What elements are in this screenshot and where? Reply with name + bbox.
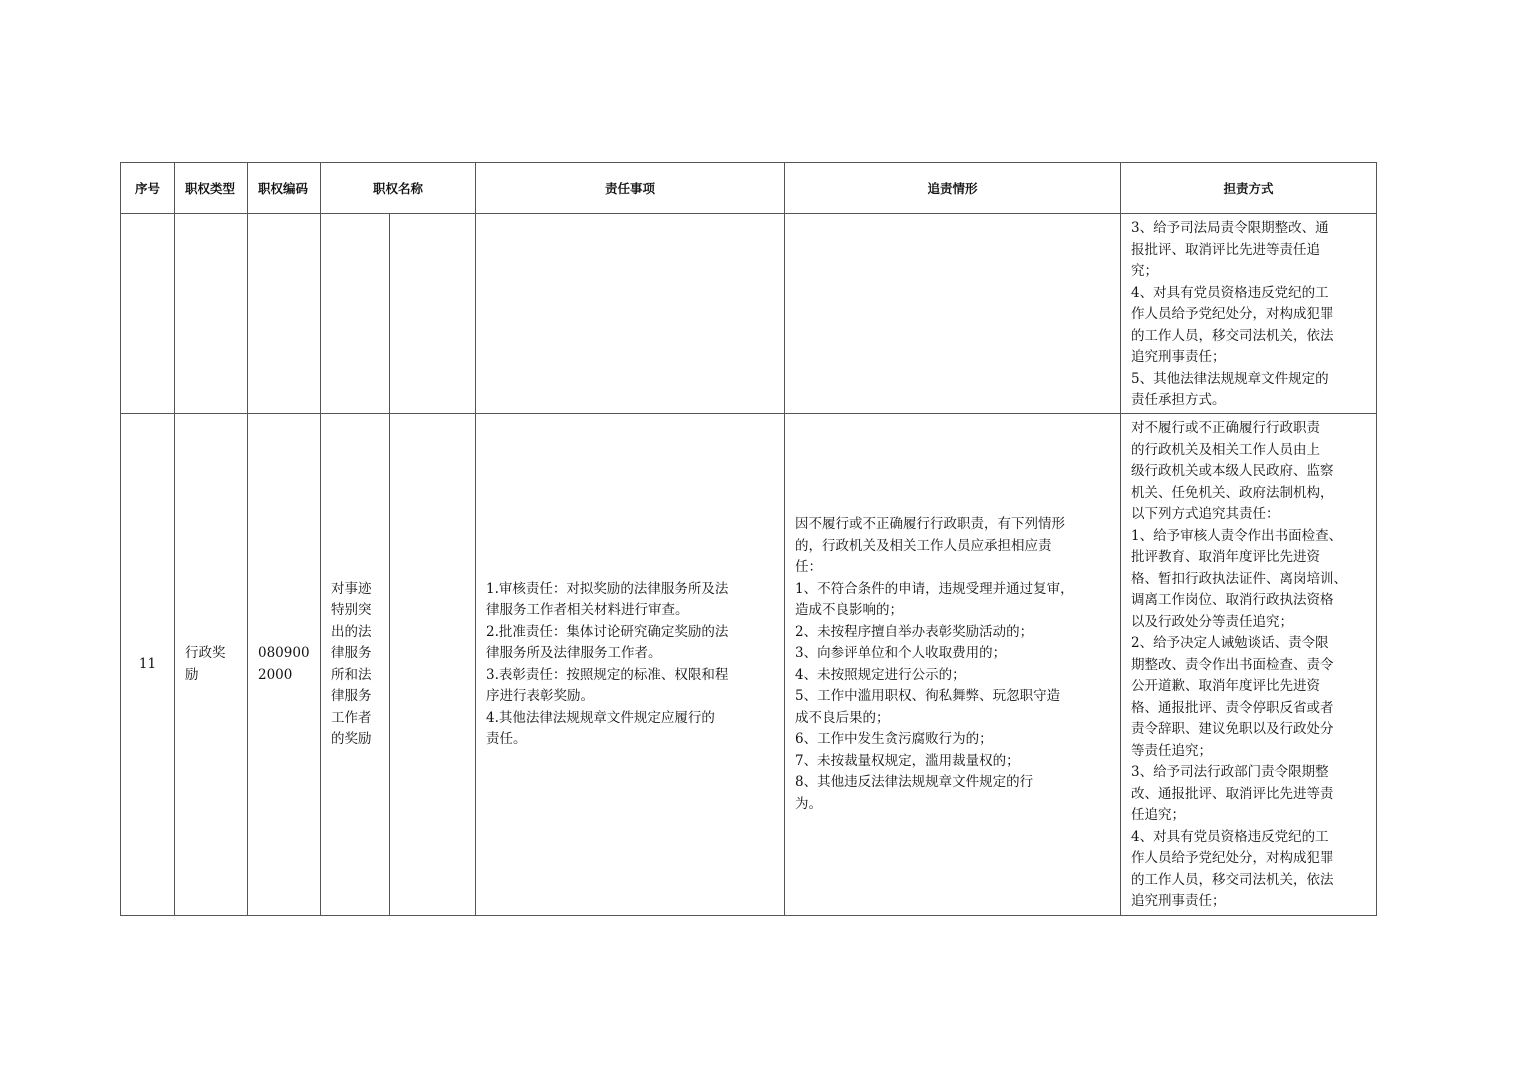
text-line: 励 [185, 666, 199, 683]
cell-empty [390, 414, 476, 916]
table-row [121, 414, 1377, 916]
text-line: 对不履行或不正确履行行政职责 [1131, 420, 1321, 436]
text-line: 责令辞职、建议免职以及行政处分 [1131, 721, 1334, 737]
text-line: 所和法 [331, 666, 372, 683]
text-line: 因不履行或不正确履行行政职责，有下列情形 [795, 516, 1066, 532]
text-line: 5、工作中滥用职权、徇私舞弊、玩忽职守造 [795, 688, 1061, 704]
cell-empty [248, 214, 321, 414]
text-line: 4、未按照规定进行公示的； [795, 666, 966, 683]
text-line: 的行政机关及相关工作人员由上 [1131, 441, 1321, 458]
text-line: 8、其他违反法律法规规章文件规定的行 [795, 774, 1034, 790]
text-line: 格、暂扣行政执法证件、离岗培训、 [1131, 570, 1348, 587]
cell-method-continued [1121, 214, 1377, 414]
text-line: 律服务 [331, 688, 372, 704]
text-line: 的工作人员，移交司法机关，依法 [1131, 327, 1334, 344]
text-line: 等责任追究； [1131, 742, 1213, 759]
cell-accountability [785, 414, 1121, 916]
text-line: 序进行表彰奖励。 [486, 688, 595, 704]
text-line: 为。 [795, 795, 823, 812]
text-line: 追究刑事责任； [1131, 893, 1226, 909]
text-line: 批评教育、取消年度评比先进资 [1131, 549, 1321, 565]
header-method: 担责方式 [1121, 163, 1377, 214]
header-row [121, 163, 1377, 214]
header-type: 职权类型 [175, 163, 248, 214]
text-line: 级行政机关或本级人民政府、监察 [1131, 463, 1334, 479]
text-line: 的工作人员，移交司法机关，依法 [1131, 871, 1334, 888]
text-line: 3、给予司法行政部门责令限期整 [1131, 764, 1329, 780]
text-line: 2、给予决定人诫勉谈话、责令限 [1131, 635, 1329, 651]
cell-method [1121, 414, 1377, 916]
text-line: 期整改、责令作出书面检查、责令 [1131, 656, 1334, 673]
text-line: 报批评、取消评比先进等责任追 [1131, 241, 1321, 258]
text-line: 7、未按裁量权规定，滥用裁量权的； [795, 752, 1020, 769]
header-name: 职权名称 [321, 163, 476, 214]
header-responsibility: 责任事项 [476, 163, 785, 214]
text-line: 作人员给予党纪处分，对构成犯罪 [1131, 850, 1334, 866]
text-line: 以及行政处分等责任追究； [1131, 613, 1294, 630]
text-line: 2.批准责任：集体讨论研究确定奖励的法 [486, 623, 729, 640]
cell-responsibility [476, 414, 785, 916]
text-line: 律服务工作者相关材料进行审查。 [486, 602, 689, 618]
cell-empty [390, 214, 476, 414]
text-line: 2、未按程序擅自举办表彰奖励活动的； [795, 623, 1034, 640]
header-seq: 序号 [121, 163, 175, 214]
cell-name [321, 414, 390, 916]
text-line: 任： [795, 559, 823, 575]
text-line: 出的法 [331, 623, 372, 640]
table-row-continued [121, 214, 1377, 414]
text-line: 作人员给予党纪处分，对构成犯罪 [1131, 306, 1334, 322]
text-line: 律服务 [331, 645, 372, 661]
cell-empty [175, 214, 248, 414]
text-line: 造成不良影响的； [795, 602, 904, 618]
text-line: 机关、任免机关、政府法制机构， [1131, 484, 1334, 501]
text-line: 公开道歉、取消年度评比先进资 [1131, 678, 1321, 694]
text-line: 1、不符合条件的申请，违规受理并通过复审， [795, 580, 1074, 597]
header-code: 职权编码 [248, 163, 321, 214]
text-line: 以下列方式追究其责任： [1131, 506, 1280, 522]
text-line: 4.其他法律法规规章文件规定应履行的 [486, 709, 715, 726]
text-line: 格、通报批评、责令停职反省或者 [1131, 699, 1334, 716]
text-line: 调离工作岗位、取消行政执法资格 [1131, 592, 1334, 608]
text-line: 1、给予审核人责令作出书面检查、 [1131, 527, 1343, 544]
text-line: 3.表彰责任：按照规定的标准、权限和程 [486, 666, 729, 683]
text-line: 的奖励 [331, 731, 372, 747]
text-line: 责任。 [486, 731, 527, 747]
text-line: 任追究； [1131, 807, 1186, 823]
text-line: 工作者 [331, 709, 372, 726]
text-line: 4、对具有党员资格违反党纪的工 [1131, 828, 1329, 845]
text-line: 3、向参评单位和个人收取费用的； [795, 645, 1007, 661]
text-line: 的，行政机关及相关工作人员应承担相应责 [795, 537, 1052, 554]
responsibility-table [120, 162, 1377, 916]
cell-empty [321, 214, 390, 414]
text-line: 6、工作中发生贪污腐败行为的； [795, 731, 993, 747]
text-line: 4、对具有党员资格违反党纪的工 [1131, 284, 1329, 301]
cell-seq: 11 [121, 414, 175, 916]
cell-type [175, 414, 248, 916]
text-line: 5、其他法律法规规章文件规定的 [1131, 370, 1329, 387]
cell-code [248, 414, 321, 916]
header-accountability: 追责情形 [785, 163, 1121, 214]
text-line: 080900 [258, 645, 310, 661]
text-line: 究； [1131, 263, 1159, 279]
text-line: 责任承担方式。 [1131, 392, 1226, 408]
cell-empty [121, 214, 175, 414]
text-line: 改、通报批评、取消评比先进等责 [1131, 785, 1334, 802]
cell-empty [785, 214, 1121, 414]
cell-empty [476, 214, 785, 414]
text-line: 3、给予司法局责令限期整改、通 [1131, 220, 1329, 236]
text-line: 特别突 [331, 602, 372, 618]
text-line: 行政奖 [185, 645, 226, 661]
text-line: 律服务所及法律服务工作者。 [486, 645, 662, 661]
text-line: 对事迹 [331, 580, 372, 597]
text-line: 成不良后果的； [795, 709, 890, 726]
text-line: 1.审核责任：对拟奖励的法律服务所及法 [486, 580, 729, 597]
text-line: 追究刑事责任； [1131, 349, 1226, 365]
text-line: 2000 [258, 666, 293, 683]
